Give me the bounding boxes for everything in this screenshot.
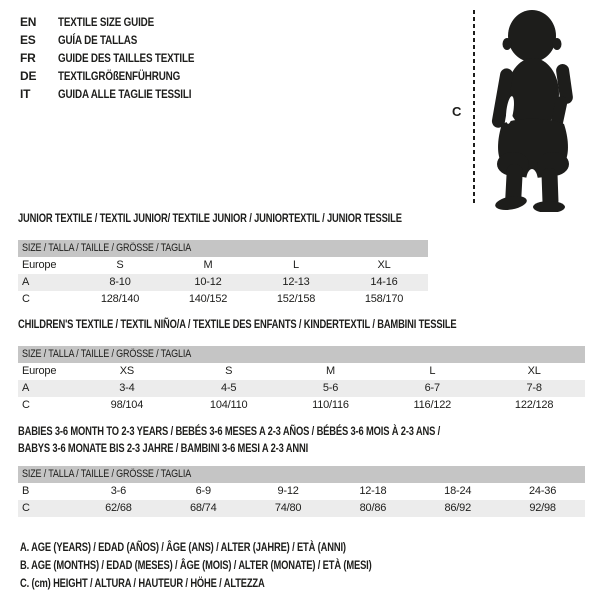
table-cell: 12-18 [359, 485, 387, 497]
table-cell: 18-24 [444, 485, 472, 497]
table-row [18, 257, 428, 274]
row-label: C [22, 399, 30, 411]
table-cell: 86/92 [444, 502, 471, 514]
babies-table [18, 466, 585, 517]
size-header-label: SIZE / TALLA / TAILLE / GRÖSSE / TAGLIA [22, 468, 192, 480]
table-row [18, 483, 585, 500]
table-cell: 9-12 [277, 485, 299, 497]
row-label: C [22, 502, 30, 514]
language-code: ES [20, 33, 36, 47]
size-header-label: SIZE / TALLA / TAILLE / GRÖSSE / TAGLIA [22, 348, 192, 360]
table-cell: 104/110 [209, 399, 248, 411]
table-cell: 122/128 [514, 399, 554, 411]
children-table-rows [18, 363, 585, 414]
junior-table [18, 240, 428, 308]
table-cell: 7-8 [526, 382, 542, 394]
language-row-de [20, 67, 224, 85]
table-row [18, 291, 428, 308]
language-code: FR [20, 51, 36, 65]
children-table [18, 346, 585, 414]
row-label: A [22, 276, 30, 288]
size-header-band [18, 346, 585, 363]
table-cell: 158/170 [364, 293, 404, 305]
table-row [18, 500, 585, 517]
table-cell: XL [377, 259, 391, 271]
size-header-label: SIZE / TALLA / TAILLE / GRÖSSE / TAGLIA [22, 242, 192, 254]
language-code: DE [20, 69, 37, 83]
language-row-es [20, 31, 224, 49]
table-cell: 92/98 [529, 502, 556, 514]
children-table-title: CHILDREN'S TEXTILE / TEXTIL NIÑO/A / TEXTILE DES ENFANTS / KINDERTEXTIL / BAMBINI TESSILE [18, 317, 457, 331]
junior-table-title: JUNIOR TEXTILE / TEXTIL JUNIOR/ TEXTILE JUNIOR / JUNIORTEXTIL / JUNIOR TESSILE [18, 211, 402, 225]
table-cell: 62/68 [105, 502, 132, 514]
table-row [18, 380, 585, 397]
table-cell: 80/86 [359, 502, 387, 514]
language-label: GUIDA ALLE TAGLIE TESSILI [58, 87, 192, 101]
table-cell: M [326, 365, 335, 377]
language-code: EN [20, 15, 37, 29]
table-cell: 140/152 [188, 293, 228, 305]
table-cell: 12-13 [282, 276, 310, 288]
table-cell: L [429, 365, 436, 377]
table-cell: 8-10 [109, 276, 131, 288]
row-label: A [22, 382, 30, 394]
legend-b: B. AGE (MONTHS) / EDAD (MESES) / ÂGE (MOIS) / ALTER (MONATE) / ETÀ (MESI) [20, 558, 372, 572]
legend-c: C. (cm) HEIGHT / ALTURA / HAUTEUR / HÖHE / ALTEZZA [20, 576, 265, 590]
table-cell: 6-7 [424, 382, 440, 394]
language-label: GUIDE DES TAILLES TEXTILE [58, 51, 195, 65]
table-cell: S [116, 259, 124, 271]
junior-table-rows [18, 257, 428, 308]
size-header-band [18, 240, 428, 257]
table-row [18, 363, 585, 380]
language-label: GUÍA DE TALLAS [58, 33, 138, 47]
table-row [18, 397, 585, 414]
table-cell: 10-12 [194, 276, 222, 288]
row-label: C [22, 293, 30, 305]
row-label: Europe [22, 259, 57, 271]
table-cell: 128/140 [100, 293, 140, 305]
table-cell: 98/104 [110, 399, 144, 411]
language-code: IT [20, 87, 31, 101]
height-measure-dashed-line [473, 10, 475, 206]
babies-table-rows [18, 483, 585, 517]
baby-silhouette-icon [480, 6, 586, 212]
table-cell: 110/116 [312, 399, 349, 411]
table-cell: M [203, 259, 213, 271]
table-cell: S [225, 365, 233, 377]
table-cell: 3-4 [119, 382, 135, 394]
table-cell: 14-16 [370, 276, 398, 288]
babies-table-title-line1: BABIES 3-6 MONTH TO 2-3 YEARS / BEBÉS 3-6 MESES A 2-3 AÑOS / BÉBÉS 3-6 MOIS À 2-3 ANS / [18, 424, 441, 438]
table-cell: 24-36 [529, 485, 557, 497]
language-row-en [20, 13, 224, 31]
legend [20, 538, 471, 592]
table-cell: L [293, 259, 299, 271]
table-cell: 68/74 [189, 502, 217, 514]
language-row-fr [20, 49, 224, 67]
height-measure-label: C [452, 104, 462, 119]
language-label: TEXTILE SIZE GUIDE [58, 15, 155, 29]
language-list [20, 13, 224, 103]
table-cell: 152/158 [276, 293, 316, 305]
legend-a: A. AGE (YEARS) / EDAD (AÑOS) / ÂGE (ANS) / ALTER (JAHRE) / ETÀ (ANNI) [20, 540, 346, 554]
size-header-band [18, 466, 585, 483]
table-cell: XL [527, 365, 541, 377]
table-cell: 116/122 [413, 399, 452, 411]
row-label: Europe [22, 365, 57, 377]
table-cell: 4-5 [221, 382, 237, 394]
table-row [18, 274, 428, 291]
table-cell: 6-9 [195, 485, 211, 497]
table-cell: XS [119, 365, 135, 377]
table-cell: 3-6 [110, 485, 127, 497]
row-label: B [22, 485, 30, 497]
language-label: TEXTILGRÖßENFÜHRUNG [58, 69, 181, 83]
table-cell: 5-6 [322, 382, 339, 394]
table-cell: 74/80 [274, 502, 302, 514]
language-row-it [20, 85, 224, 103]
babies-table-title-line2: BABYS 3-6 MONATE BIS 2-3 JAHRE / BAMBINI 3-6 MESI A 2-3 ANNI [18, 441, 309, 455]
